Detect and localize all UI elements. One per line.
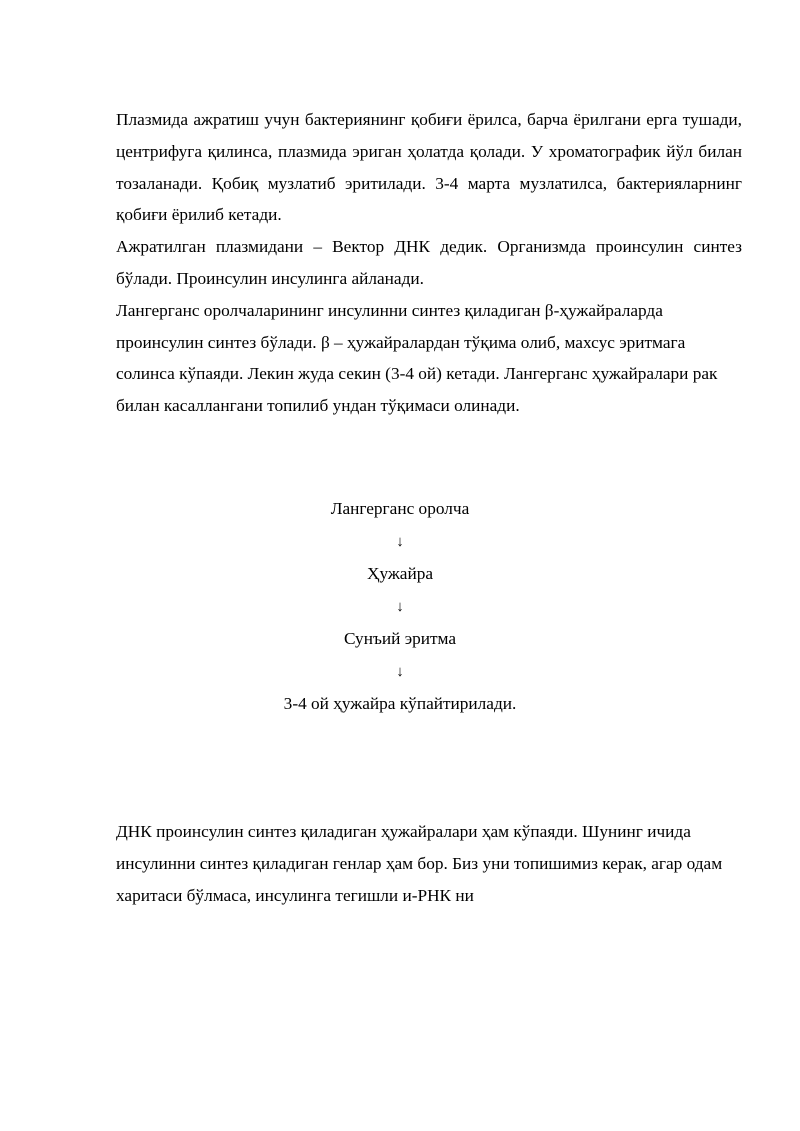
down-arrow-icon: ↓ bbox=[396, 533, 404, 550]
process-flow bbox=[0, 493, 800, 721]
paragraph-vector-dna: Ажратилган плазмидани – Вектор ДНК дедик. Организмда проинсулин синтез бўлади. Проинсулин инсулинга айланади. bbox=[116, 237, 742, 288]
down-arrow-icon: ↓ bbox=[396, 663, 404, 680]
down-arrow-icon: ↓ bbox=[396, 598, 404, 615]
flow-step-islet: Лангерганс оролча bbox=[330, 499, 470, 518]
bottom-text-block bbox=[116, 816, 742, 911]
paragraph-langerhans-cells: Лангерганс оролчаларининг инсулинни синтез қиладиган β-ҳужайраларда проинсулин синтез бўлади. β – ҳужайралардан тўқима олиб, махсус эритмага солинса кўпаяди. Лекин жуда секин (3-4 ой) кетади. Лангерганс ҳужайралари рак билан касаллангани топилиб ундан тўқимаси олинади. bbox=[116, 300, 718, 416]
top-text-block bbox=[116, 104, 742, 422]
paragraph-dna-proinsulin: ДНК проинсулин синтез қиладиган ҳужайралари ҳам кўпаяди. Шунинг ичида инсулинни синтез қиладиган генлар ҳам бор. Биз уни топишимиз керак, агар одам харитаси бўлмаса, инсулинга тегишли и-РНК ни bbox=[116, 822, 723, 905]
flow-step-artificial-medium: Сунъий эритма bbox=[343, 629, 457, 648]
paragraph-plasmid-extraction: Плазмида ажратиш учун бактериянинг қобиғи ёрилса, барча ёрилгани ерга тушади, центрифуга қилинса, плазмида эриган ҳолатда қолади. У хроматографик йўл билан тозаланади. Қобиқ музлатиб эритилади. 3-4 марта музлатилса, бактерияларнинг қобиғи ёрилиб кетади. bbox=[116, 110, 742, 225]
flow-step-cell: Ҳужайра bbox=[366, 564, 434, 583]
flow-step-cell-growth: 3-4 ой ҳужайра кўпайтирилади. bbox=[283, 694, 517, 713]
